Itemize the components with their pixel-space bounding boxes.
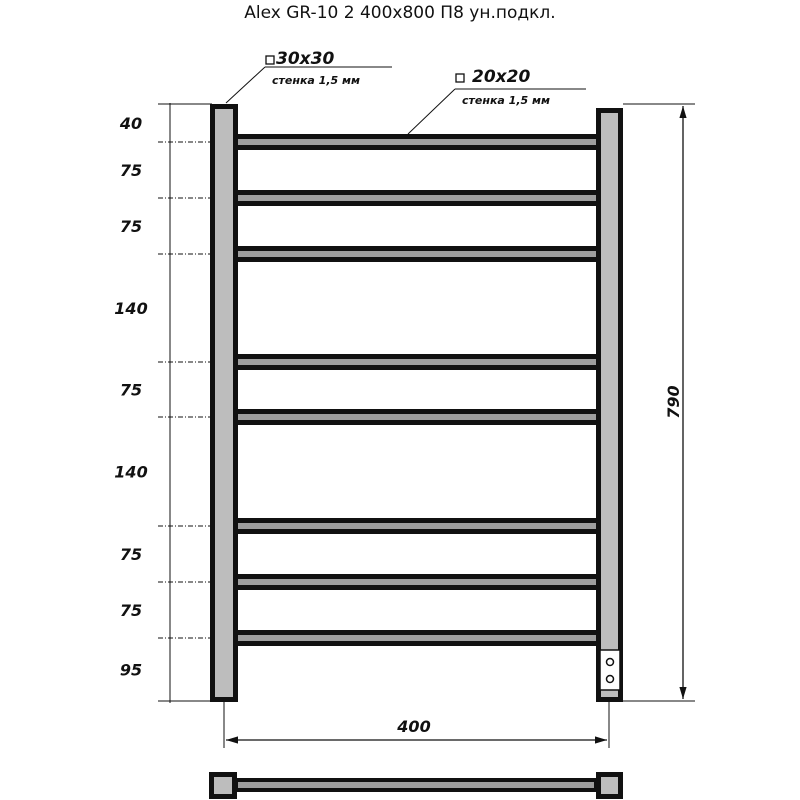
width-dimension-label: 400 (397, 717, 431, 736)
dimension-label: 75 (119, 380, 143, 400)
left-dimension-chain (114, 103, 212, 703)
dimension-label: 75 (119, 545, 143, 564)
dimension-label: 75 (119, 217, 143, 236)
drawing-title: Alex GR-10 2 400x800 П8 ун.подкл. (244, 3, 556, 23)
callout-wall-label: стенка 1,5 мм (462, 94, 550, 107)
dimension-ticks (158, 104, 212, 701)
callout-crossbar (408, 67, 586, 134)
square-section-icon (266, 56, 274, 64)
square-section-icon (456, 74, 464, 82)
right-vertical-tube (596, 108, 623, 702)
callout-size-label: 20x20 (472, 67, 531, 87)
crossbar (234, 630, 600, 646)
top-view (209, 772, 623, 799)
crossbar (234, 246, 600, 262)
dimension-labels (114, 114, 147, 680)
crossbar (234, 409, 600, 425)
dimension-label: 140 (114, 299, 148, 318)
dimension-label: 95 (119, 660, 143, 680)
crossbar (234, 134, 600, 150)
dimension-label: 75 (119, 161, 143, 180)
crossbars (234, 134, 600, 646)
crossbar (234, 354, 600, 370)
dimension-label: 40 (119, 114, 143, 133)
crossbar (234, 574, 600, 590)
left-vertical-tube (210, 104, 238, 702)
callout-size-label: 30x30 (276, 49, 335, 69)
height-dimension-label: 790 (664, 385, 683, 419)
connection-block (600, 650, 620, 690)
width-dimension (224, 702, 609, 748)
dimension-label: 75 (119, 601, 143, 620)
crossbar (234, 518, 600, 534)
height-dimension (623, 104, 695, 701)
crossbar (234, 190, 600, 206)
callout-vertical-tube (226, 49, 392, 103)
dimension-label: 140 (114, 462, 148, 482)
callout-wall-label: стенка 1,5 мм (272, 74, 360, 87)
